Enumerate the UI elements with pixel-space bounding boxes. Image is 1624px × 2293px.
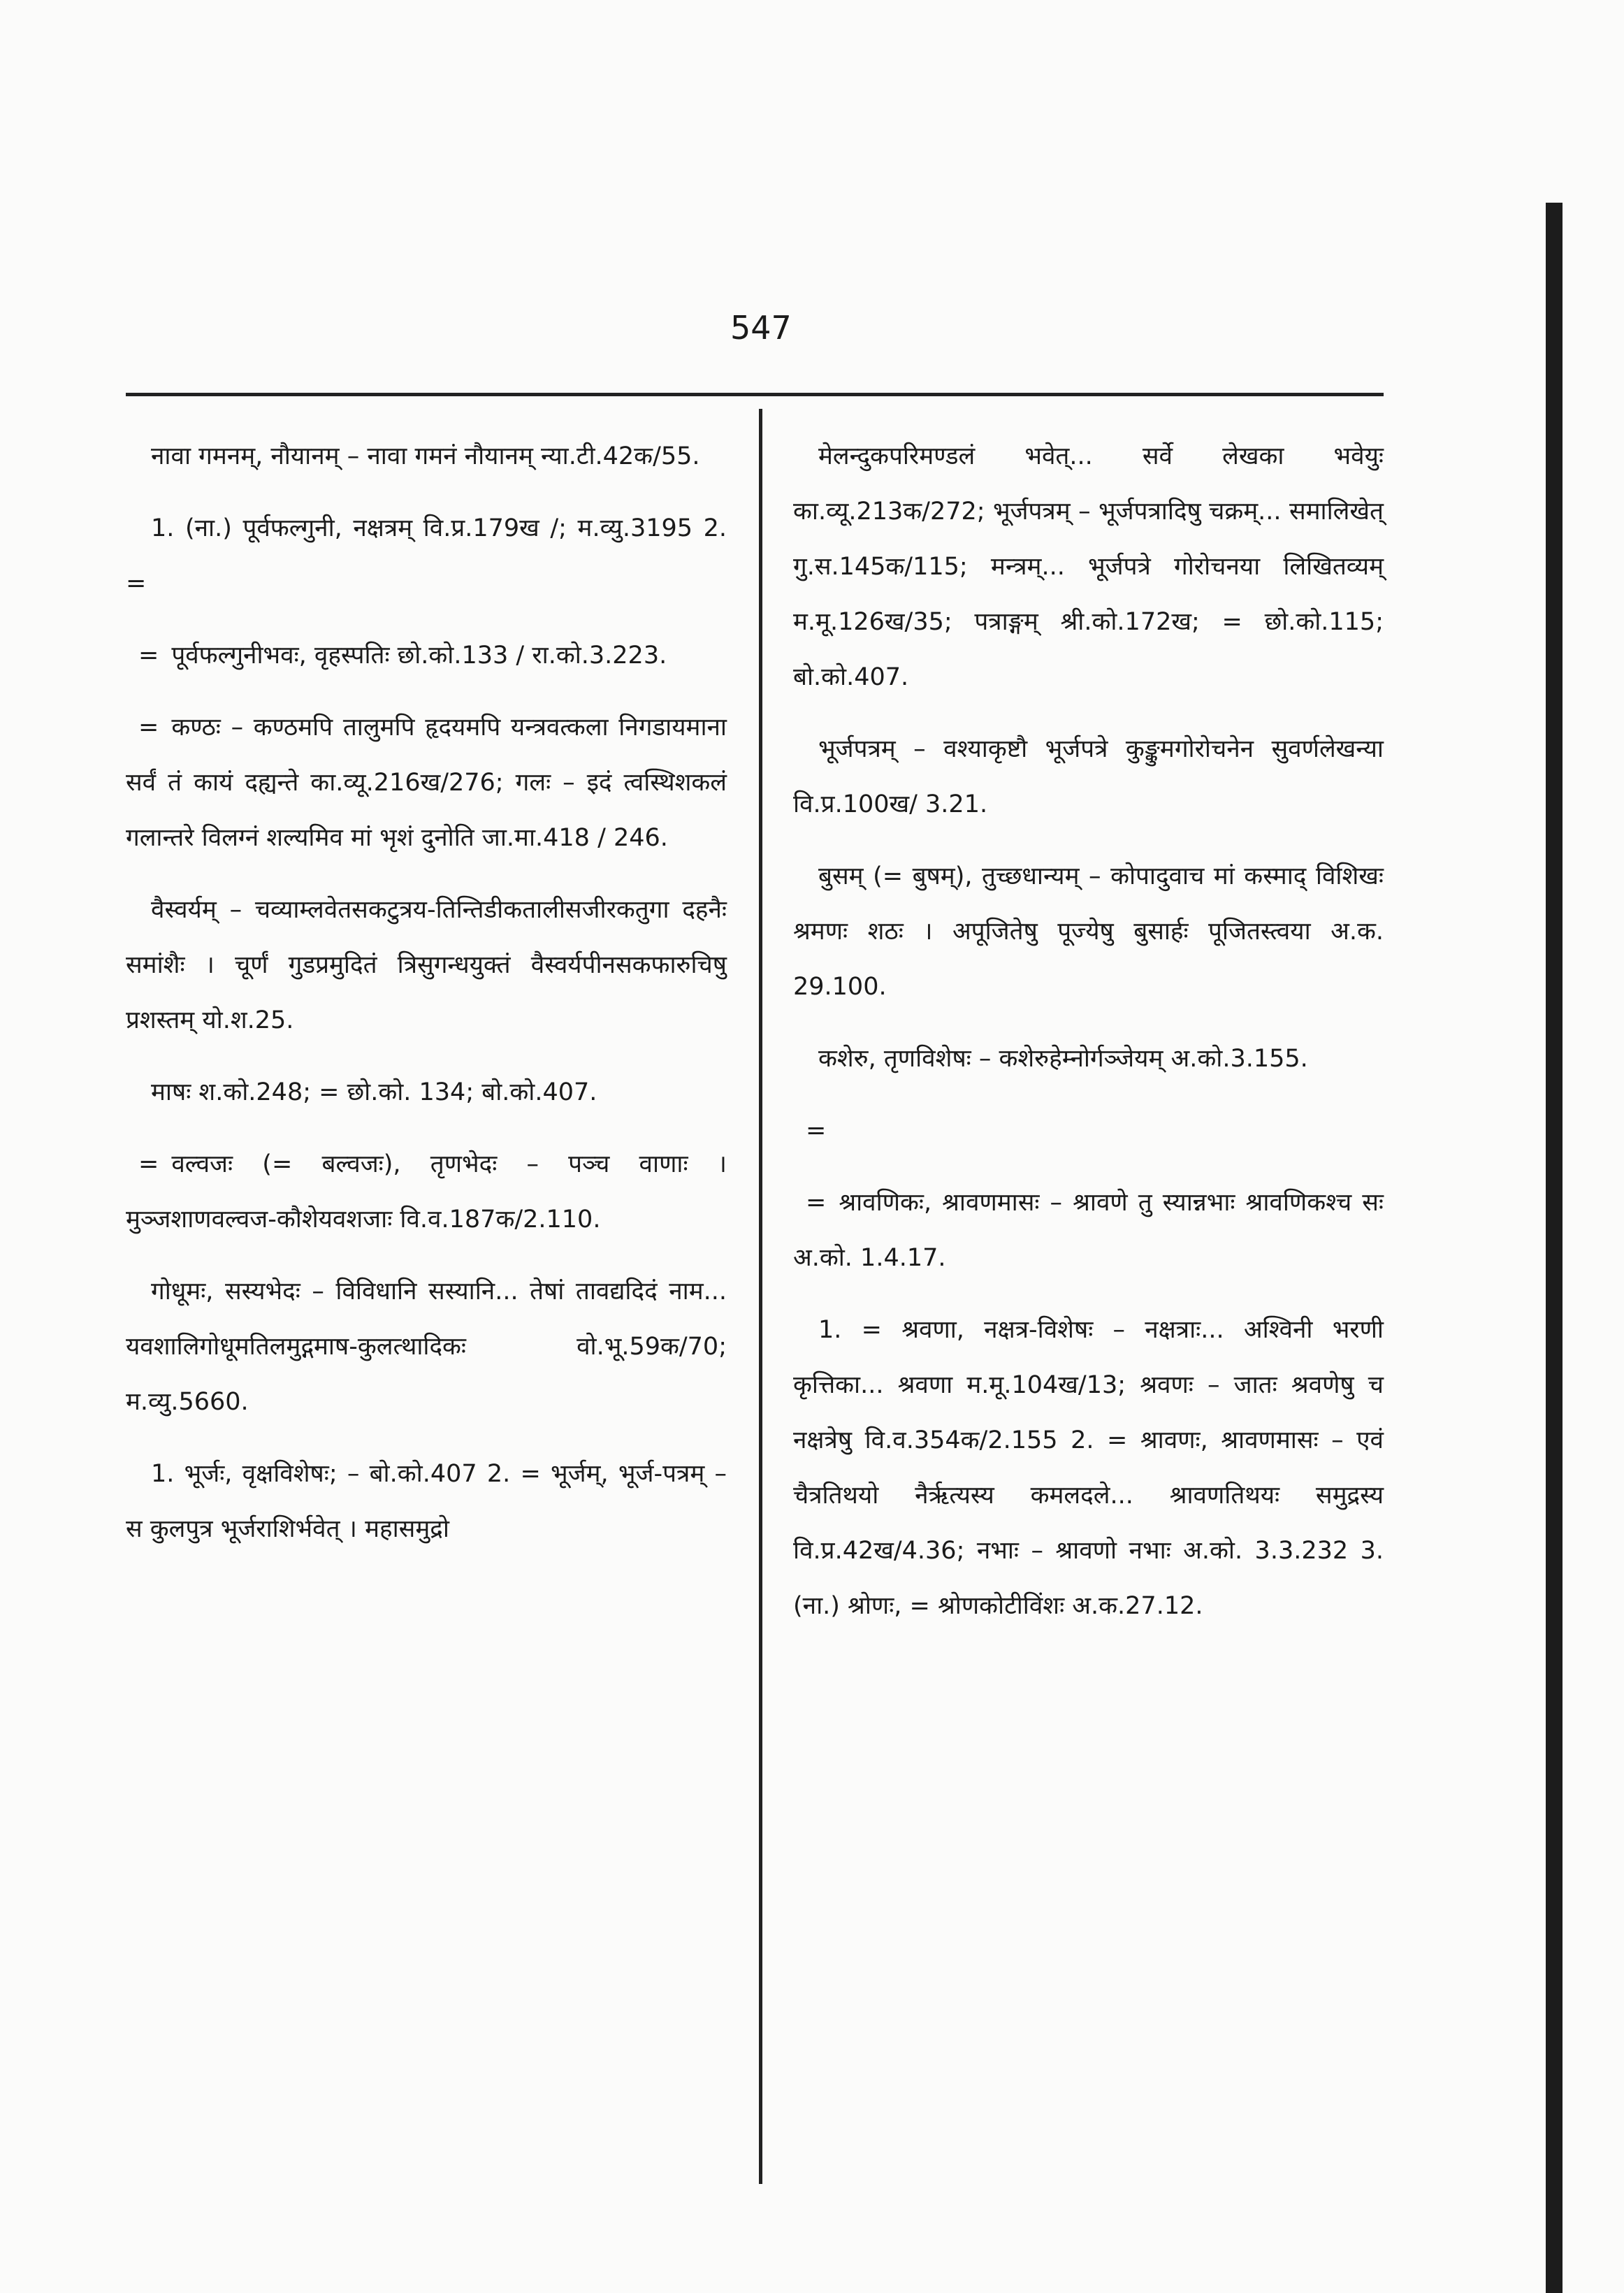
- dictionary-entry: [793, 428, 1384, 705]
- dictionary-entry: [126, 500, 727, 612]
- dictionary-entry: [793, 1301, 1384, 1634]
- dictionary-entry: [126, 627, 727, 683]
- entry-definition: मेलन्दुकपरिमण्डलं भवेत्... सर्वे लेखका भवेयुः का.व्यू.213क/272; भूर्जपत्रम् – भूर्जपत्रादिषु चक्रम्... समालिखेत् गु.स.145क/115; मन्त्रम्... भूर्जपत्रे गोरोचनया लिखितव्यम् म.मू.126ख/35; पत्राङ्गम् श्री.को.172ख; = छो.को.115; बो.को.407.: [793, 442, 1384, 691]
- dictionary-entry: [793, 1030, 1384, 1087]
- entry-definition: नावा गमनम्, नौयानम् – नावा गमनं नौयानम् न्या.टी.42क/55.: [151, 442, 700, 470]
- dictionary-entry: [793, 848, 1384, 1015]
- entry-definition: 1. = श्रवणा, नक्षत्र-विशेषः – नक्षत्राः... अश्विनी भरणी कृत्तिका... श्रवणा म.मू.104ख/13; श्रवणः – जातः श्रवणेषु च नक्षत्रेषु वि.व.354क/2.155 2. = श्रावणः, श्रावणमासः – एवं चैत्रतिथयो नैर्ऋत्यस्य कमलदले... श्रावणतिथयः समुद्रस्य वि.प्र.42ख/4.36; नभाः – श्रावणो नभाः अ.को. 3.3.232 3. (ना.) श्रोणः, = श्रोणकोटीविंशः अ.क.27.12.: [793, 1316, 1384, 1620]
- entry-definition: भूर्जपत्रम् – वश्याकृष्टौ भूर्जपत्रे कुङ्कुमगोरोचनेन सुवर्णलेखन्या वि.प्र.100ख/ 3.21.: [793, 735, 1384, 818]
- page-edge-bar: [1546, 203, 1563, 2293]
- left-column: [126, 428, 727, 1557]
- entry-definition: वैस्वर्यम् – चव्याम्लवेतसकटुत्रय-तिन्तिडीकतालीसजीरकतुगा दहनैः समांशैः । चूर्णं गुडप्रमुदितं त्रिसुगन्धयुक्तं वैस्वर्यपीनसकफारुचिषु प्रशस्तम् यो.श.25.: [126, 896, 727, 1034]
- entry-equivalence-mark: =: [138, 714, 159, 742]
- entry-definition: माषः श.को.248; = छो.को. 134; बो.को.407.: [151, 1078, 597, 1106]
- dictionary-entry: [126, 1263, 727, 1430]
- entry-definition: बुसम् (= बुषम्), तुच्छधान्यम् – कोपादुवाच मां कस्माद् विशिखः श्रमणः शठः । अपूजितेषु पूज्येषु बुसार्हः पूजितस्त्वया अ.क. 29.100.: [793, 862, 1384, 1001]
- dictionary-entry: [793, 1174, 1384, 1286]
- dictionary-entry: [793, 1102, 1384, 1159]
- dictionary-entry: [126, 1136, 727, 1247]
- entry-definition: वल्वजः (= बल्वजः), तृणभेदः – पञ्च वाणाः । मुञ्जशाणवल्वज-कौशेयवशजाः वि.व.187क/2.110.: [126, 1150, 727, 1234]
- entry-equivalence-mark: =: [138, 1150, 159, 1178]
- dictionary-entry: [126, 699, 727, 866]
- entry-definition: 1. (ना.) पूर्वफल्गुनी, नक्षत्रम् वि.प्र.179ख /; म.व्यु.3195 2. =: [126, 514, 727, 598]
- entry-definition: कशेरु, तृणविशेषः – कशेरुहेम्नोर्गञ्जेयम् अ.को.3.155.: [818, 1045, 1308, 1073]
- dictionary-entry: [126, 1445, 727, 1557]
- entry-definition: पूर्वफल्गुनीभवः, वृहस्पतिः छो.को.133 / रा.को.3.223.: [171, 642, 667, 670]
- dictionary-entry: [126, 1064, 727, 1120]
- page-number: 547: [730, 309, 792, 347]
- dictionary-entry: [126, 881, 727, 1048]
- entry-equivalence-mark: =: [806, 1189, 827, 1217]
- column-divider: [759, 409, 762, 2184]
- entry-equivalence-mark: =: [138, 642, 159, 670]
- dictionary-entry: [793, 721, 1384, 832]
- right-column: [793, 428, 1384, 1634]
- entry-definition: कण्ठः – कण्ठमपि तालुमपि हृदयमपि यन्त्रवत्कला निगडायमाना सर्वं तं कायं दह्यन्ते का.व्यू.216ख/276; गलः – इदं त्वस्थिशकलं गलान्तरे विलग्नं शल्यमिव मां भृशं दुनोति जा.मा.418 / 246.: [126, 714, 727, 852]
- header-rule: [126, 393, 1384, 396]
- dictionary-entry: [126, 428, 727, 484]
- entry-definition: 1. भूर्जः, वृक्षविशेषः; – बो.को.407 2. = भूर्जम्, भूर्ज-पत्रम् – स कुलपुत्र भूर्जराशिर्भवेत् । महासमुद्रो: [126, 1460, 727, 1543]
- entry-equivalence-mark: =: [806, 1117, 827, 1145]
- entry-definition: श्रावणिकः, श्रावणमासः – श्रावणे तु स्यान्नभाः श्रावणिकश्च सः अ.को. 1.4.17.: [793, 1189, 1384, 1272]
- entry-definition: गोधूमः, सस्यभेदः – विविधानि सस्यानि... तेषां तावद्यदिदं नाम... यवशालिगोधूमतिलमुद्गमाष-कुलत्थादिकः वो.भू.59क/70; म.व्यु.5660.: [126, 1278, 727, 1416]
